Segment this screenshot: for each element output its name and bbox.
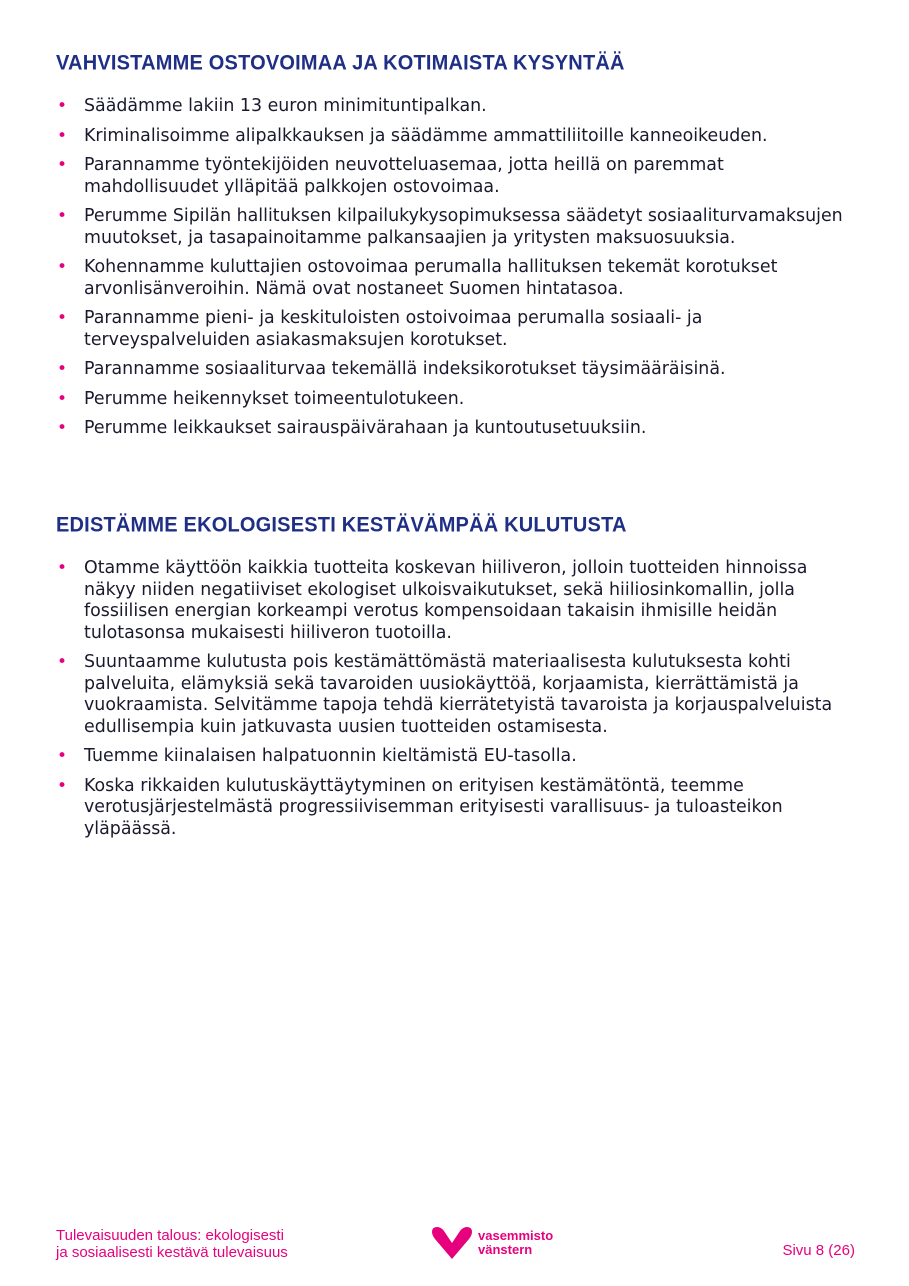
list-item: • Tuemme kiinalaisen halpatuonnin kieltämistä EU-tasolla. [57, 746, 577, 766]
party-logo [430, 1226, 553, 1260]
list-item: • Parannamme työntekijöiden neuvotteluasemaa, jotta heillä on paremmat mahdollisuudet ylläpitää palkkojen ostovoimaa. [57, 155, 724, 197]
list-item: • Kohennamme kuluttajien ostovoimaa perumalla hallituksen tekemät korotukset arvonlisänveroihin. Nämä ovat nostaneet Suomen hintatasoa. [57, 257, 778, 299]
section-ostovoima [56, 52, 856, 448]
bullet-icon: • [57, 388, 68, 409]
v-heart-logo-icon [430, 1226, 474, 1260]
list-item: • Otamme käyttöön kaikkia tuotteita koskevan hiiliveron, jolloin tuotteiden hinnoissa näkyy niiden negatiiviset ekologiset ulkoisvaikutukset, sekä hiiliosinkomallin, jolla fossiilisen energian korkeampi verotus kompensoidaan takaisin ihmisille heidän tulotasonsa mukaisesti hiiliveron tuotoilla. [57, 558, 808, 643]
section-heading: VAHVISTAMME OSTOVOIMAA JA KOTIMAISTA KYSYNTÄÄ [56, 51, 625, 75]
list-item: • Perumme heikennykset toimeentulotukeen. [57, 388, 465, 409]
page-number: Sivu 8 (26) [782, 1242, 855, 1259]
bullet-icon: • [57, 96, 68, 116]
bullet-icon: • [57, 257, 68, 277]
list-item: • Suuntaamme kulutusta pois kestämättömästä materiaalisesta kulutuksesta kohti palveluita, elämyksiä sekä tavaroiden uusiokäyttöä, korjaamista, kierrättämistä ja vuokraamista. Selvitämme tapoja tehdä kierrätetyistä tavaroista ja korjauspalveluista edullisempia kuin jatkuvasta uusien tuotteiden ostamisesta. [57, 652, 833, 737]
list-item: • Koska rikkaiden kulutuskäyttäytyminen on erityisen kestämätöntä, teemme verotusjärjestelmästä progressiivisemman erityisesti varallisuus- ja tuloasteikon yläpäässä. [57, 775, 783, 839]
bullet-list [56, 558, 856, 840]
list-item: • Säädämme lakiin 13 euron minimituntipalkan. [57, 96, 487, 116]
list-item: • Perumme Sipilän hallituksen kilpailukykysopimuksessa säädetyt sosiaaliturvamaksujen muutokset, ja tasapainoitamme palkansaajien ja yritysten maksuosuuksia. [57, 206, 843, 248]
bullet-icon: • [57, 746, 68, 766]
logo-text-fi: vasemmisto [478, 1228, 554, 1243]
list-item: • Parannamme sosiaaliturvaa tekemällä indeksikorotukset täysimääräisinä. [57, 359, 726, 379]
bullet-list [56, 96, 856, 440]
bullet-icon: • [57, 418, 68, 438]
bullet-icon: • [57, 558, 68, 578]
bullet-icon: • [57, 359, 68, 379]
bullet-icon: • [57, 775, 68, 796]
list-item: • Kriminalisoimme alipalkkauksen ja säädämme ammattiliitoille kanneoikeuden. [57, 125, 768, 146]
bullet-icon: • [57, 652, 68, 672]
list-item: • Parannamme pieni- ja keskituloisten ostoivoimaa perumalla sosiaali- ja terveyspalveluiden asiakasmaksujen korotukset. [57, 308, 703, 350]
section-kulutus [56, 514, 856, 848]
logo-text-sv: vänstern [478, 1242, 533, 1257]
footer-document-title: Tulevaisuuden talous: ekologisesti ja sosiaalisesti kestävä tulevaisuus [56, 1227, 288, 1261]
bullet-icon: • [57, 155, 68, 175]
section-heading: EDISTÄMME EKOLOGISESTI KESTÄVÄMPÄÄ KULUTUSTA [56, 513, 627, 537]
bullet-icon: • [57, 308, 68, 328]
list-item: • Perumme leikkaukset sairauspäivärahaan ja kuntoutusetuuksiin. [57, 418, 647, 438]
bullet-icon: • [57, 206, 68, 226]
bullet-icon: • [57, 125, 68, 146]
